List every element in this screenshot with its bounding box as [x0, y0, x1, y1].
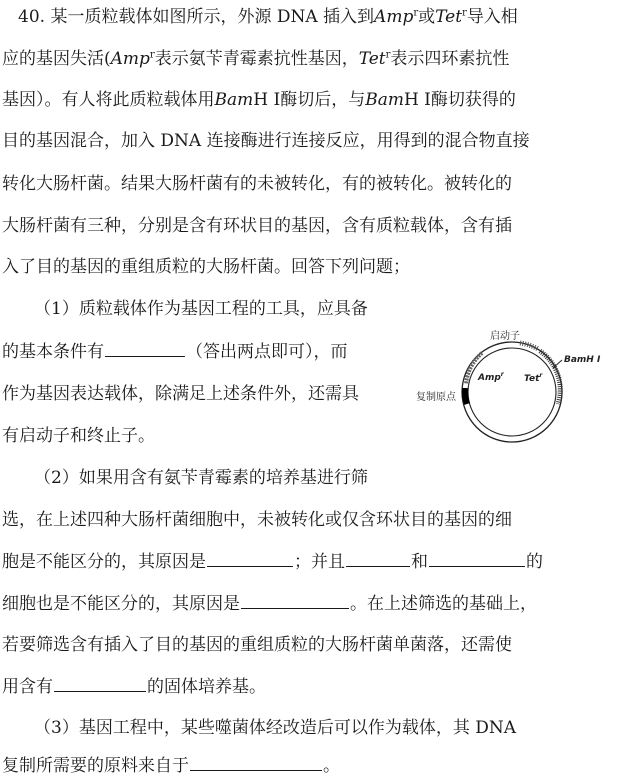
answer-blank-5[interactable] [241, 592, 349, 609]
promoter-label: 启动子 [490, 331, 520, 342]
bamhi-site-line [553, 360, 562, 368]
question-line-1: 40. 某一质粒载体如图所示，外源 DNA 插入到Amp$^r$或Tet$^r$导入相 [18, 7, 518, 27]
question-line-6: 大肠杆菌有三种，分别是含有环状目的基因，含有质粒载体，含有插 [2, 216, 512, 236]
origin-label: 复制原点 [416, 392, 456, 403]
part2-line-1: （2）如果用含有氨苄青霉素的培养基进行筛 [34, 468, 368, 488]
part2-line-3: 胞是不能区分的，其原因是 ；并且 和 的 [2, 552, 543, 572]
plasmid-ring-inner [468, 348, 556, 436]
part1-line-4: 有启动子和终止子。 [2, 426, 155, 446]
bamhi-label: BamH I [564, 355, 601, 365]
part1-line-1: （1）质粒载体作为基因工程的工具，应具备 [34, 299, 368, 319]
question-line-4: 目的基因混合，加入 DNA 连接酶进行连接反应，用得到的混合物直接 [2, 131, 530, 151]
part2-line-6: 用含有 的固体培养基。 [2, 677, 266, 697]
question-line-5: 转化大肠杆菌。结果大肠杆菌有的未被转化，有的被转化。被转化的 [2, 174, 512, 194]
amp-label: Amp$^r$ [478, 371, 504, 383]
answer-blank-1[interactable] [105, 340, 185, 357]
part1-line-3: 作为基因表达载体，除满足上述条件外，还需具 [2, 384, 359, 404]
question-line-7: 入了目的基因的重组质粒的大肠杆菌。回答下列问题； [2, 257, 410, 277]
tet-label: Tet$^r$ [524, 372, 543, 384]
answer-blank-4[interactable] [429, 550, 525, 567]
answer-blank-2[interactable] [207, 550, 293, 567]
part3-line-2: 复制所需要的原料来自于 。 [2, 756, 340, 776]
part2-line-2: 选，在上述四种大肠杆菌细胞中，未被转化或仅含环状目的基因的细 [2, 510, 512, 530]
part2-line-5: 若要筛选含有插入了目的基因的重组质粒的大肠杆菌单菌落，还需使 [2, 635, 512, 655]
part2-line-4: 细胞也是不能区分的，其原因是 。在上述筛选的基础上， [2, 594, 537, 614]
origin-region [465, 388, 467, 404]
answer-blank-6[interactable] [54, 675, 146, 692]
plasmid-figure [412, 322, 622, 447]
question-number: 40. [18, 7, 46, 27]
answer-blank-7[interactable] [190, 754, 322, 771]
answer-blank-3[interactable] [346, 550, 410, 567]
question-line-2: 应的基因失活(Amp$^r$表示氨苄青霉素抗性基因，Tet$^r$表示四环素抗性 [2, 49, 510, 69]
plasmid-diagram [412, 322, 622, 447]
question-line-3: 基因）。有人将此质粒载体用BamH Ⅰ酶切后，与BamH Ⅰ酶切获得的 [2, 90, 516, 110]
part3-line-1: （3）基因工程中，某些噬菌体经改造后可以作为载体，其 DNA [34, 718, 517, 738]
part1-line-2: 的基本条件有 （答出两点即可），而 [2, 342, 348, 362]
